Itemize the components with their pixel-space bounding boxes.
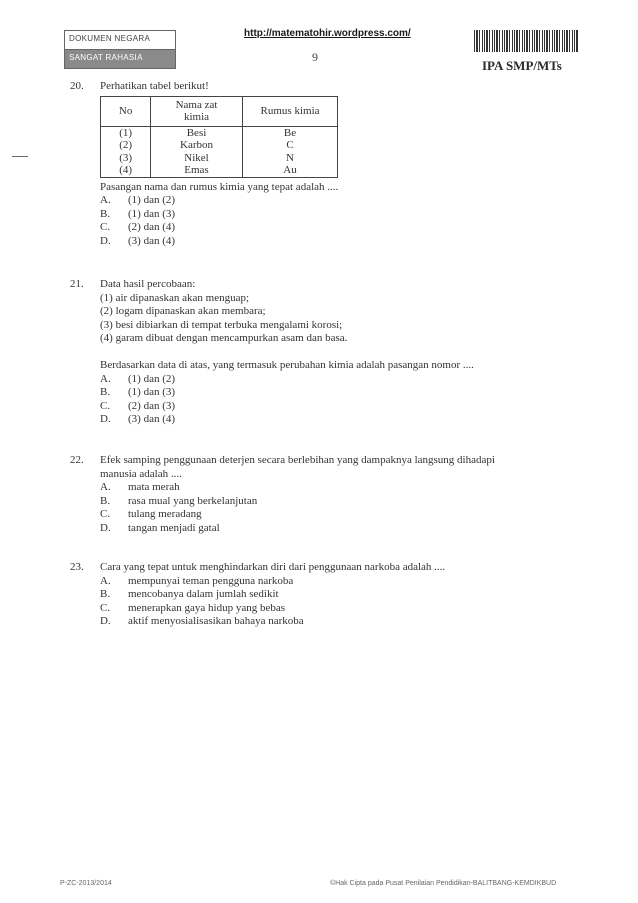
option-text: mata merah (128, 481, 180, 494)
option-text: tulang meradang (128, 508, 202, 521)
question-body (100, 80, 338, 249)
question-body (100, 454, 495, 536)
chemical-table (100, 96, 338, 178)
option-text: (2) dan (4) (128, 221, 176, 234)
option-letter: D. (100, 521, 111, 534)
question-stem: Efek samping penggunaan deterjen secara berlebihan yang dampaknya langsung dihadapi (100, 454, 495, 466)
option-text: (1) dan (3) (128, 207, 176, 220)
table-cell: Au (242, 164, 337, 177)
classification-stamp (64, 30, 176, 69)
margin-mark (12, 156, 28, 157)
question-number: 21. (70, 278, 84, 290)
table-header-formula: Rumus kimia (242, 96, 337, 126)
table-cell: Besi (151, 126, 243, 139)
table-cell: (2) (101, 139, 151, 152)
option-letter: C. (100, 601, 111, 614)
question-stem: manusia adalah .... (100, 467, 182, 480)
option-text: mempunyai teman pengguna narkoba (128, 574, 294, 587)
answer-option-b[interactable] (100, 588, 445, 602)
option-text: (3) dan (4) (128, 413, 176, 426)
question-stem: Cara yang tepat untuk menghindarkan diri dari penggunaan narkoba adalah .... (100, 561, 446, 573)
source-url-link[interactable]: http://matematohir.wordpress.com/ (244, 28, 411, 39)
answer-option-a[interactable] (100, 481, 495, 495)
table-cell: Nikel (151, 152, 243, 165)
option-text: (3) dan (4) (128, 234, 176, 247)
question-body (100, 561, 445, 629)
data-item: (4) garam dibuat dengan mencampurkan asam dan basa. (100, 332, 348, 345)
stamp-document-label: DOKUMEN NEGARA (65, 31, 175, 50)
question-body (100, 278, 474, 427)
option-text: aktif menyosialisasikan bahaya narkoba (128, 615, 304, 628)
answer-option-d[interactable] (100, 522, 495, 536)
barcode-icon (474, 30, 578, 52)
table-row (101, 164, 338, 177)
table-cell: C (242, 139, 337, 152)
option-letter: D. (100, 615, 111, 628)
answer-option-b[interactable] (100, 386, 474, 400)
stamp-secrecy-label: SANGAT RAHASIA (65, 50, 175, 68)
answer-option-d[interactable] (100, 615, 445, 629)
option-text: rasa mual yang berkelanjutan (128, 494, 258, 507)
table-cell: Be (242, 126, 337, 139)
table-header-name (151, 96, 243, 126)
data-item: (3) besi dibiarkan di tempat terbuka mengalami korosi; (100, 318, 343, 331)
option-letter: C. (100, 508, 111, 521)
option-text: (2) dan (3) (128, 399, 176, 412)
question-number: 23. (70, 561, 84, 573)
header-name-line: Nama zat (175, 98, 218, 111)
table-cell: (3) (101, 152, 151, 165)
question-stem: Perhatikan tabel berikut! (100, 80, 209, 92)
option-letter: A. (100, 372, 111, 385)
option-letter: C. (100, 221, 111, 234)
answer-option-c[interactable] (100, 602, 445, 616)
table-row (101, 152, 338, 165)
table-row (101, 126, 338, 139)
question-prompt: Berdasarkan data di atas, yang termasuk perubahan kimia adalah pasangan nomor .... (100, 358, 474, 371)
answer-option-b[interactable] (100, 495, 495, 509)
table-cell: Emas (151, 164, 243, 177)
table-cell: (4) (101, 164, 151, 177)
option-letter: A. (100, 574, 111, 587)
option-text: (1) dan (2) (128, 194, 176, 207)
option-letter: D. (100, 413, 111, 426)
document-code: P-ZC-2013/2014 (60, 880, 112, 887)
option-letter: A. (100, 194, 111, 207)
table-cell: N (242, 152, 337, 165)
answer-option-c[interactable] (100, 221, 338, 235)
answer-option-d[interactable] (100, 413, 474, 427)
option-text: mencobanya dalam jumlah sedikit (128, 588, 279, 601)
data-item: (1) air dipanaskan akan menguap; (100, 291, 250, 304)
option-text: (1) dan (3) (128, 386, 176, 399)
answer-option-c[interactable] (100, 508, 495, 522)
table-header-row (101, 96, 338, 126)
option-letter: B. (100, 386, 111, 399)
question-number: 20. (70, 80, 84, 92)
option-letter: D. (100, 234, 111, 247)
option-letter: B. (100, 494, 111, 507)
option-letter: C. (100, 399, 111, 412)
answer-option-a[interactable] (100, 373, 474, 387)
subject-title: IPA SMP/MTs (482, 58, 562, 73)
option-text: menerapkan gaya hidup yang bebas (128, 601, 285, 614)
table-cell: (1) (101, 126, 151, 139)
copyright-notice: ©Hak Cipta pada Pusat Penilaian Pendidikan-BALITBANG-KEMDIKBUD (330, 880, 557, 887)
answer-option-c[interactable] (100, 400, 474, 414)
question-prompt: Pasangan nama dan rumus kimia yang tepat adalah .... (100, 180, 339, 193)
page-number: 9 (312, 50, 318, 64)
answer-option-a[interactable] (100, 194, 338, 208)
option-letter: B. (100, 207, 111, 220)
data-item: (2) logam dipanaskan akan membara; (100, 305, 266, 318)
answer-option-b[interactable] (100, 208, 338, 222)
table-cell: Karbon (151, 139, 243, 152)
answer-option-a[interactable] (100, 575, 445, 589)
table-row (101, 139, 338, 152)
option-letter: B. (100, 588, 111, 601)
question-stem: Data hasil percobaan: (100, 278, 196, 290)
header-name-line: kimia (183, 111, 210, 124)
option-text: tangan menjadi gatal (128, 521, 220, 534)
question-number: 22. (70, 454, 84, 466)
option-text: (1) dan (2) (128, 372, 176, 385)
table-header-no: No (101, 96, 151, 126)
answer-option-d[interactable] (100, 235, 338, 249)
option-letter: A. (100, 481, 111, 494)
